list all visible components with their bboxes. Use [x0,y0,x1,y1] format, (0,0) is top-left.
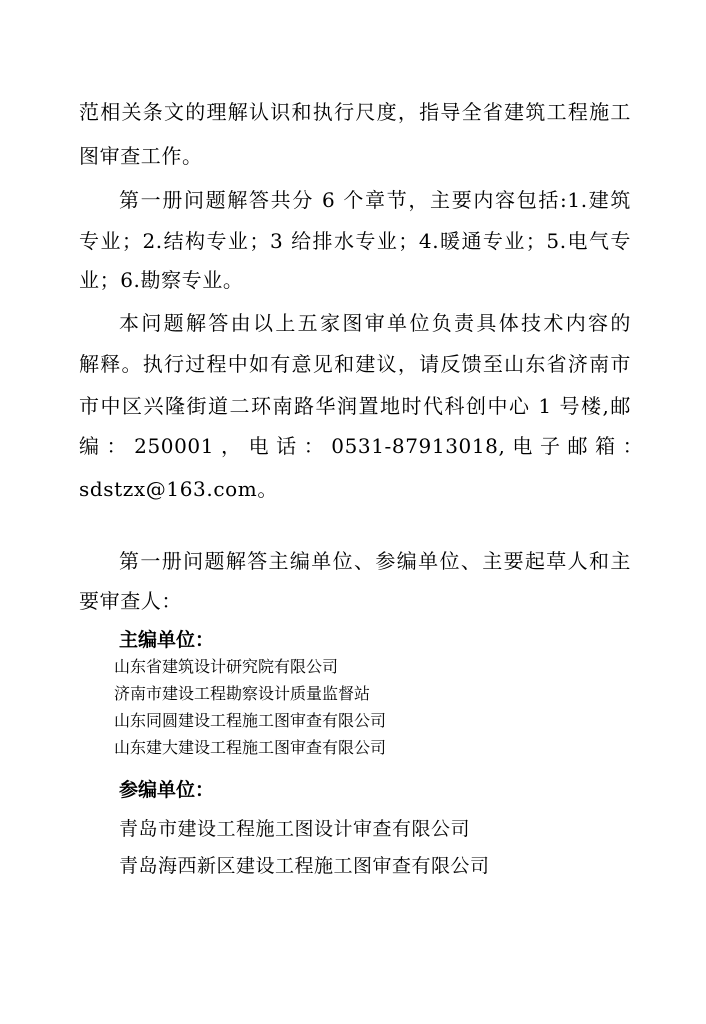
paragraph-line: 解释。执行过程中如有意见和建议，请反馈至山东省济南市 [79,352,631,376]
participating-editors-heading: 参编单位： [119,779,215,801]
paragraph-line: 市中区兴隆街道二环南路华润置地时代科创中心 1 号楼,邮 [79,394,631,418]
paragraph-line: 第一册问题解答主编单位、参编单位、主要起草人和主 [119,549,631,573]
chief-editor-unit: 山东建大建设工程施工图审查有限公司 [114,738,387,757]
paragraph-line: 专业；2.结构专业；3 给排水专业；4.暖通专业；5.电气专 [79,229,631,253]
paragraph-line: 图审查工作。 [79,144,203,168]
chief-editor-unit: 山东省建筑设计研究院有限公司 [114,657,339,676]
paragraph-line: 业；6.勘察专业。 [79,268,244,292]
chief-editor-unit: 济南市建设工程勘察设计质量监督站 [114,684,371,703]
participating-editor-unit: 青岛海西新区建设工程施工图审查有限公司 [119,855,490,877]
participating-editor-unit: 青岛市建设工程施工图设计审查有限公司 [119,818,471,840]
chief-editor-unit: 山东同圆建设工程施工图审查有限公司 [114,711,387,730]
paragraph-line: 范相关条文的理解认识和执行尺度，指导全省建筑工程施工 [79,100,631,124]
paragraph-line: 第一册问题解答共分 6 个章节，主要内容包括:1.建筑 [119,188,631,212]
paragraph-line: 本问题解答由以上五家图审单位负责具体技术内容的 [119,311,631,335]
chief-editors-heading: 主编单位： [119,629,215,651]
email-line: sdstzx@163.com。 [79,477,278,501]
paragraph-line: 编 ： 250001 ， 电 话 ： 0531-87913018, 电 子 邮 箱 ： [79,434,644,458]
paragraph-line: 要审查人： [79,589,182,613]
